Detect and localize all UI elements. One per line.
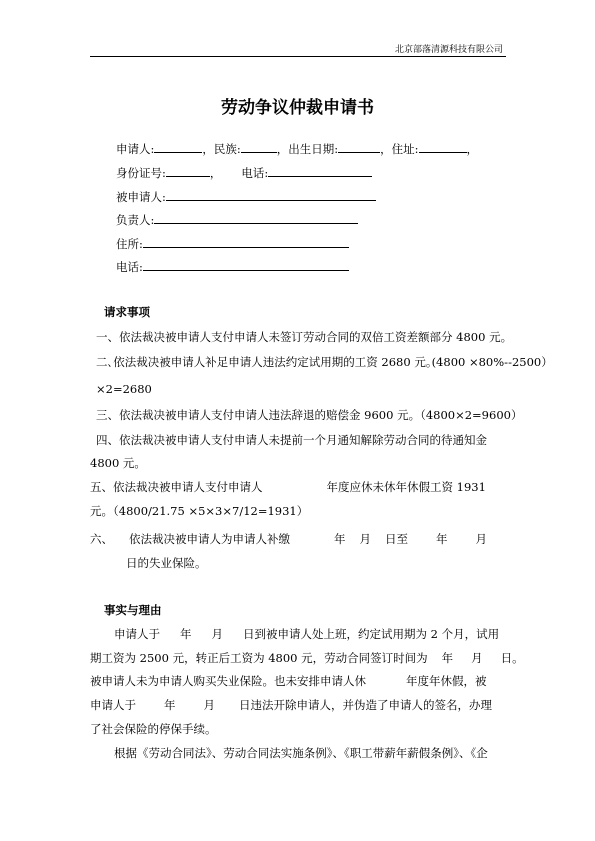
- facts-line-2-year: 年: [441, 651, 454, 665]
- id-row: [116, 165, 372, 181]
- claim-item-4: 四、依法裁决被申请人支付申请人未提前一个月通知解除劳动合同的待通知金: [96, 433, 487, 447]
- manager-field[interactable]: [154, 213, 358, 224]
- facts-line-4: [90, 697, 492, 713]
- facts-line-1-b: 日到被申请人处上班，约定试用期为 2 个月，试用: [243, 627, 500, 641]
- claim-item-5-cont: 元。（4800/21.75 ×5×3×7/12=1931）: [90, 504, 309, 518]
- phone2-label: 电话:: [116, 260, 143, 274]
- address-field[interactable]: [419, 142, 467, 153]
- claim-item-6-a: 依法裁决被申请人为申请人补缴: [129, 532, 290, 546]
- claim-item-6-month1: 月: [359, 532, 371, 546]
- facts-line-2-month: 月: [471, 651, 483, 665]
- claims-heading: 请求事项: [104, 305, 150, 319]
- facts-line-1-month: 月: [211, 627, 223, 641]
- phone2-field[interactable]: [143, 260, 349, 271]
- claim-item-3: 三、依法裁决被申请人支付申请人违法辞退的赔偿金 9600 元。（4800×2=9600）: [96, 408, 523, 422]
- respondent-label: 被申请人:: [116, 190, 166, 204]
- ethnicity-field[interactable]: [241, 142, 277, 153]
- facts-line-3: [90, 673, 487, 689]
- residence-field[interactable]: [143, 237, 349, 248]
- claim-item-5-a: 五、依法裁决被申请人支付申请人: [90, 480, 263, 494]
- respondent-row: [116, 189, 376, 205]
- facts-line-6: 根据《劳动合同法》、劳动合同法实施条例》、《职工带薪年薪假条例》、《企: [114, 746, 488, 760]
- claim-item-6: [90, 531, 487, 547]
- ethnicity-label: ，民族:: [202, 142, 241, 156]
- manager-label: 负责人:: [116, 213, 155, 227]
- birth-date-field[interactable]: [338, 142, 380, 153]
- address-label: ，住址:: [380, 142, 419, 156]
- facts-line-4-year: 年: [164, 698, 176, 712]
- facts-heading: 事实与理由: [104, 603, 162, 617]
- claim-item-5: [90, 479, 486, 495]
- claim-item-2-cont: ×2=2680: [96, 382, 152, 396]
- document-title: 劳动争议仲裁申请书: [221, 98, 374, 118]
- header-divider: [90, 56, 506, 57]
- claim-item-2: 二､依法裁决被申请人补足申请人违法约定试用期的工资 2680 元｡(4800 ×80%--2500）: [96, 355, 553, 369]
- facts-line-3-a: 被申请人未为申请人购买失业保险。也未安排申请人休: [90, 674, 366, 688]
- phone-label: 电话:: [241, 166, 269, 180]
- facts-line-1-year: 年: [180, 627, 192, 641]
- claim-item-1: 一、依法裁决被申请人支付申请人未签订劳动合同的双倍工资差额部分 4800 元。: [96, 330, 513, 344]
- claim-item-6-num: 六、: [90, 532, 113, 546]
- manager-row: [116, 212, 358, 228]
- facts-line-1-a: 申请人于: [114, 627, 160, 641]
- applicant-label: 申请人:: [116, 142, 155, 156]
- residence-row: [116, 236, 349, 252]
- claim-item-5-b: 年度应休未休年休假工资 1931: [326, 480, 486, 494]
- facts-line-5: 了社会保险的停保手续。: [90, 722, 217, 736]
- residence-label: 住所:: [116, 237, 143, 251]
- header-company: 北京部落清源科技有限公司: [394, 45, 503, 55]
- phone-field[interactable]: [268, 166, 372, 177]
- facts-line-4-a: 申请人于: [90, 698, 136, 712]
- applicant-row: [116, 141, 478, 157]
- birth-label: ，出生日期:: [276, 142, 339, 156]
- claim-item-6-month2: 月: [475, 532, 487, 546]
- facts-line-2-a: 期工资为 2500 元，转正后工资为 4800 元，劳动合同签订时间为: [90, 651, 428, 665]
- facts-line-4-b: 日违法开除申请人，并伪造了申请人的签名，办理: [239, 698, 492, 712]
- claim-item-6-day1: 日至: [385, 532, 408, 546]
- claim-item-4-cont: 4800 元。: [90, 456, 146, 470]
- facts-line-1: [114, 626, 499, 642]
- claim-item-6-year2: 年: [436, 532, 448, 546]
- claim-item-6-cont: 日的失业保险。: [126, 556, 207, 570]
- respondent-field[interactable]: [166, 190, 376, 201]
- facts-line-2-day: 日。: [500, 651, 524, 665]
- facts-line-4-month: 月: [203, 698, 215, 712]
- id-label: 身份证号:: [116, 166, 166, 180]
- claim-item-6-year1: 年: [334, 532, 346, 546]
- phone2-row: [116, 259, 349, 275]
- id-number-field[interactable]: [166, 166, 210, 177]
- facts-line-2: [90, 650, 524, 666]
- applicant-name-field[interactable]: [154, 142, 202, 153]
- facts-line-3-b: 年度年休假，被: [406, 674, 487, 688]
- trailing-comma: ，: [466, 142, 478, 156]
- id-sep: ，: [209, 166, 222, 180]
